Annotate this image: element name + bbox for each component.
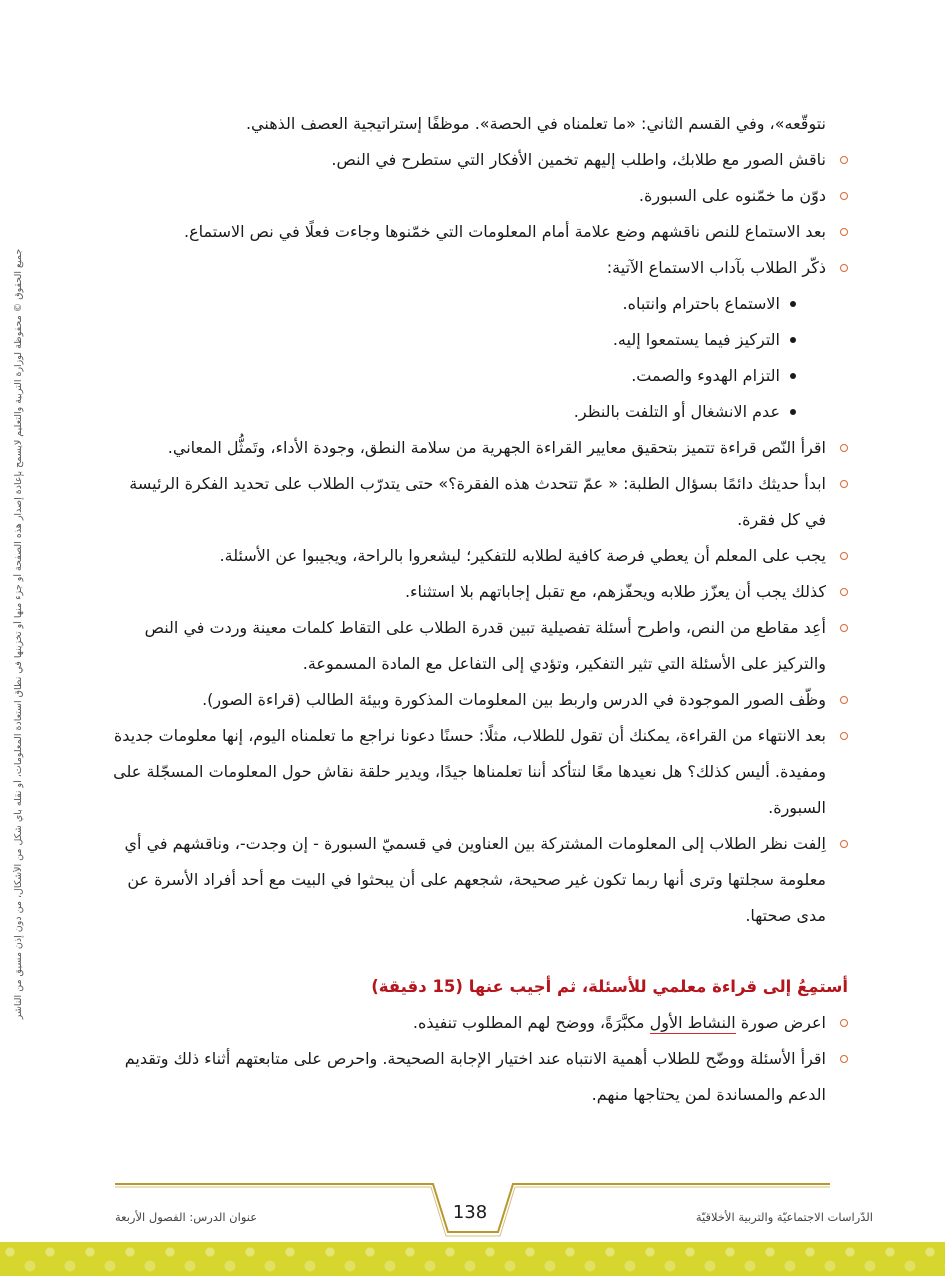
list-item: اعرض صورة النشاط الأول مكبَّرَةً، ووضح لهم المطلوب تنفيذه. bbox=[108, 1005, 848, 1041]
list-item: كذلك يجب أن يعزّز طلابه ويحفّزهم، مع تقبل إجاباتهم بلا استثناء. bbox=[108, 574, 848, 610]
ring-bullet-icon bbox=[840, 480, 848, 488]
sub-list-item: التزام الهدوء والصمت. bbox=[108, 358, 802, 394]
lesson-title: عنوان الدرس: الفصول الأربعة bbox=[115, 1210, 258, 1224]
dot-bullet-icon bbox=[790, 337, 796, 343]
ring-bullet-icon bbox=[840, 1019, 848, 1027]
list-item: ناقش الصور مع طلابك، واطلب إليهم تخمين الأفكار التي ستطرح في النص. bbox=[108, 142, 848, 178]
ring-bullet-icon bbox=[840, 1055, 848, 1063]
ring-bullet-icon bbox=[840, 552, 848, 560]
ring-bullet-icon bbox=[840, 192, 848, 200]
dot-bullet-icon bbox=[790, 373, 796, 379]
ring-bullet-icon bbox=[840, 840, 848, 848]
listening-etiquette-list bbox=[108, 286, 826, 430]
instruction-list-b bbox=[108, 1005, 848, 1113]
subject-name: الدّراسات الاجتماعيّة والتربية الأخلاقيّة bbox=[695, 1210, 873, 1224]
ring-bullet-icon bbox=[840, 228, 848, 236]
sub-list-item: الاستماع باحترام وانتباه. bbox=[108, 286, 802, 322]
page-footer bbox=[0, 1160, 945, 1240]
list-item: بعد الاستماع للنص ناقشهم وضع علامة أمام المعلومات التي خمّنوها وجاءت فعلًا في نص الاستماع. bbox=[108, 214, 848, 250]
ring-bullet-icon bbox=[840, 588, 848, 596]
list-item: اقرأ النّص قراءة تتميز بتحقيق معايير القراءة الجهرية من سلامة النطق، وجودة الأداء، وتَمثُّل المعاني. bbox=[108, 430, 848, 466]
ring-bullet-icon bbox=[840, 732, 848, 740]
decorative-band bbox=[0, 1242, 945, 1276]
list-item: اِلفت نظر الطلاب إلى المعلومات المشتركة بين العناوين في قسميّ السبورة - إن وجدت-، وناقشهم في أي معلومة سجلتها وترى أنها ربما تكون غير صحيحة، شجعهم على أن يبحثوا في البيت مع أحد أفراد الأسرة عن مدى صحتها. bbox=[108, 826, 848, 934]
copyright-side-note: جميع الحقوق © محفوظة لوزارة التربية والتعليم لايسمح بإعادة إصدار هذه الصفحة أو جزء منها أو تخزينها في نطاق استعادة المعلومات، أو نقله بأي شكل من الأشكال، من دون إذن مسبق من الناشر bbox=[13, 248, 24, 1020]
instruction-list-a bbox=[108, 142, 848, 934]
continuation-line: نتوقّعه»، وفي القسم الثاني: «ما تعلمناه في الحصة». موظفًا إستراتيجية العصف الذهني. bbox=[245, 114, 826, 133]
ring-bullet-icon bbox=[840, 264, 848, 272]
activity-one-underlined: النشاط الأول bbox=[649, 1013, 736, 1032]
page-number: 138 bbox=[452, 1202, 488, 1223]
ring-bullet-icon bbox=[840, 156, 848, 164]
footer-frame bbox=[0, 1160, 945, 1240]
list-item: أعِد مقاطع من النص، واطرح أسئلة تفصيلية تبين قدرة الطلاب على التقاط كلمات معينة وردت في النص والتركيز على الأسئلة التي تثير التفكير، وتؤدي إلى التفاعل مع المادة المسموعة. bbox=[108, 610, 848, 682]
ring-bullet-icon bbox=[840, 444, 848, 452]
sub-list-item: عدم الانشغال أو التلفت بالنظر. bbox=[108, 394, 802, 430]
dot-bullet-icon bbox=[790, 301, 796, 307]
ring-bullet-icon bbox=[840, 696, 848, 704]
dot-bullet-icon bbox=[790, 409, 796, 415]
sub-list-item: التركيز فيما يستمعوا إليه. bbox=[108, 322, 802, 358]
list-item: اقرأ الأسئلة ووضّح للطلاب أهمية الانتباه عند اختيار الإجابة الصحيحة. واحرص على متابعتهم أثناء ذلك وتقديم الدعم والمساندة لمن يحتاجها منهم. bbox=[108, 1041, 848, 1113]
list-item: ابدأ حديثك دائمًا بسؤال الطلبة: « عمّ تتحدث هذه الفقرة؟» حتى يتدرّب الطلاب على تحديد الفكرة الرئيسة في كل فقرة. bbox=[108, 466, 848, 538]
list-item: ذكّر الطلاب بآداب الاستماع الآتية: الاستماع باحترام وانتباه. التركيز فيما يستمعوا إليه. التزام الهدوء والصمت. عدم الانشغال أو التلفت بالنظر. bbox=[108, 250, 848, 430]
list-item: وظّف الصور الموجودة في الدرس واربط بين المعلومات المذكورة وبيئة الطالب (قراءة الصور). bbox=[108, 682, 848, 718]
list-item: يجب على المعلم أن يعطي فرصة كافية لطلابه للتفكير؛ ليشعروا بالراحة، ويجيبوا عن الأسئلة. bbox=[108, 538, 848, 574]
ring-bullet-icon bbox=[840, 624, 848, 632]
section-title: أستمِعُ إلى قراءة معلمي للأسئلة، ثم أجيب عنها (15 دقيقة) bbox=[371, 977, 848, 996]
list-item: بعد الانتهاء من القراءة، يمكنك أن تقول للطلاب، مثلًا: حسنًا دعونا نراجع ما تعلمناه اليوم، إنها معلومات جديدة ومفيدة. أليس كذلك؟ هل نعيدها معًا لنتأكد أننا تعلمناها جيدًا، ويدير حلقة نقاش حول المعلومات المسجّلة على السبورة. bbox=[108, 718, 848, 826]
lesson-content bbox=[108, 106, 848, 1113]
list-item: دوّن ما خمّنوه على السبورة. bbox=[108, 178, 848, 214]
